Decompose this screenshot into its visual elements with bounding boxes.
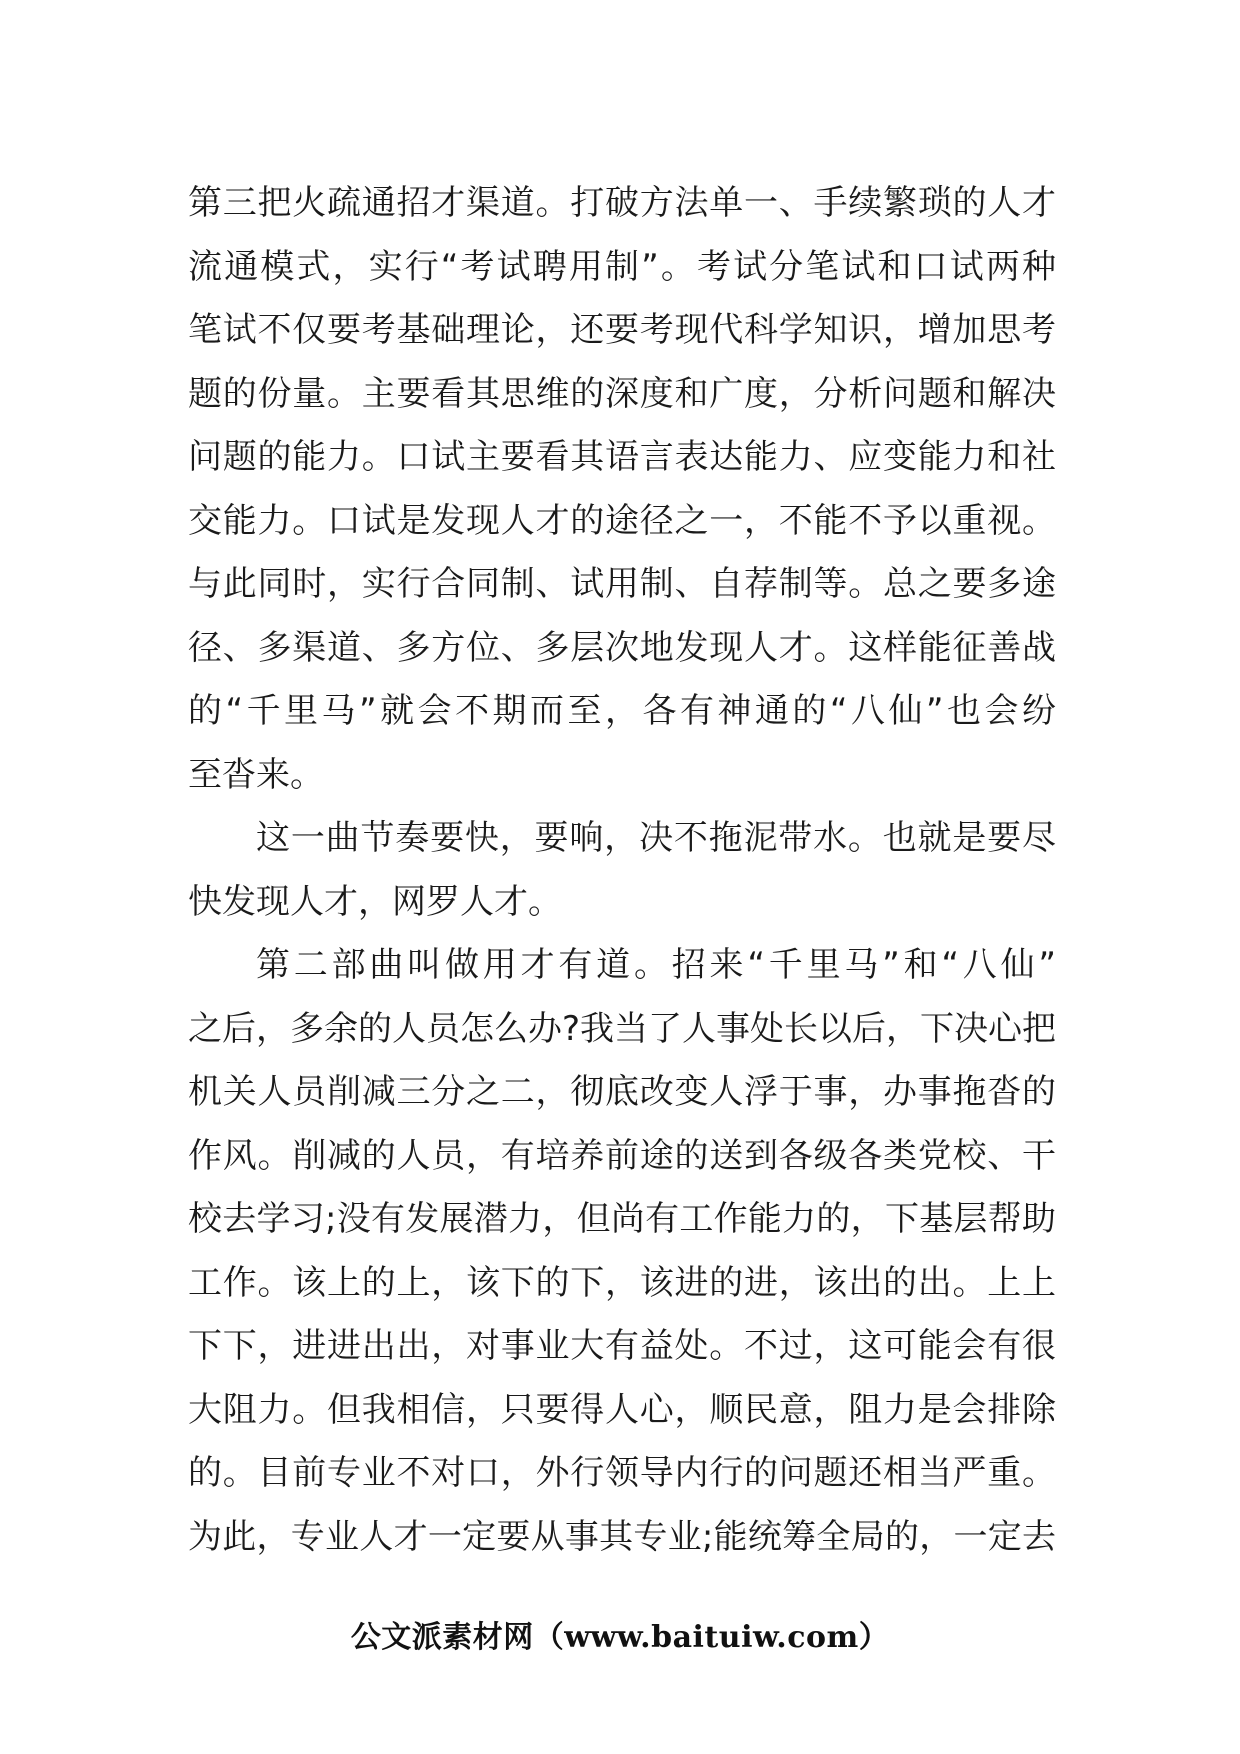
text-line: 第二部曲叫做用才有道。招来“千里马”和“八仙”	[256, 945, 1056, 985]
text-line: 至沓来。	[188, 754, 324, 795]
text-line: 笔试不仅要考基础理论，还要考现代科学知识，增加思考	[188, 310, 1056, 350]
text-line: 交能力。口试是发现人才的途径之一，不能不予以重视。	[188, 500, 1056, 541]
text-line: 与此同时，实行合同制、试用制、自荐制等。总之要多途	[188, 564, 1056, 604]
text-line: 下下，进进出出，对事业大有益处。不过，这可能会有很	[188, 1326, 1056, 1366]
page-footer: 公文派素材网（www.baituiw.com）	[350, 1620, 890, 1655]
text-line: 径、多渠道、多方位、多层次地发现人才。这样能征善战	[188, 627, 1056, 668]
text-line: 这一曲节奏要快，要响，决不拖泥带水。也就是要尽	[256, 818, 1056, 858]
body-text	[188, 172, 1056, 1569]
text-line: 作风。削减的人员，有培养前途的送到各级各类党校、干	[188, 1135, 1056, 1176]
text-line: 题的份量。主要看其思维的深度和广度，分析问题和解决	[188, 373, 1056, 414]
text-line: 之后，多余的人员怎么办?我当了人事处长以后，下决心把	[188, 1008, 1057, 1049]
text-line: 第三把火疏通招才渠道。打破方法单一、手续繁琐的人才	[188, 183, 1056, 223]
text-line: 问题的能力。口试主要看其语言表达能力、应变能力和社	[188, 437, 1056, 477]
text-line: 校去学习;没有发展潜力，但尚有工作能力的，下基层帮助	[188, 1199, 1056, 1239]
text-line: 的“千里马”就会不期而至，各有神通的“八仙”也会纷	[188, 691, 1056, 731]
text-line: 为此，专业人才一定要从事其专业;能统筹全局的，一定去	[188, 1516, 1057, 1557]
text-line: 机关人员削减三分之二，彻底改变人浮于事，办事拖沓的	[188, 1072, 1056, 1112]
text-line: 快发现人才，网罗人才。	[188, 881, 562, 922]
text-line: 流通模式，实行“考试聘用制”。考试分笔试和口试两种	[188, 246, 1056, 287]
text-line: 大阻力。但我相信，只要得人心，顺民意，阻力是会排除	[188, 1389, 1056, 1430]
text-line: 工作。该上的上，该下的下，该进的进，该出的出。上上	[188, 1262, 1056, 1303]
text-line: 的。目前专业不对口，外行领导内行的问题还相当严重。	[188, 1453, 1056, 1493]
